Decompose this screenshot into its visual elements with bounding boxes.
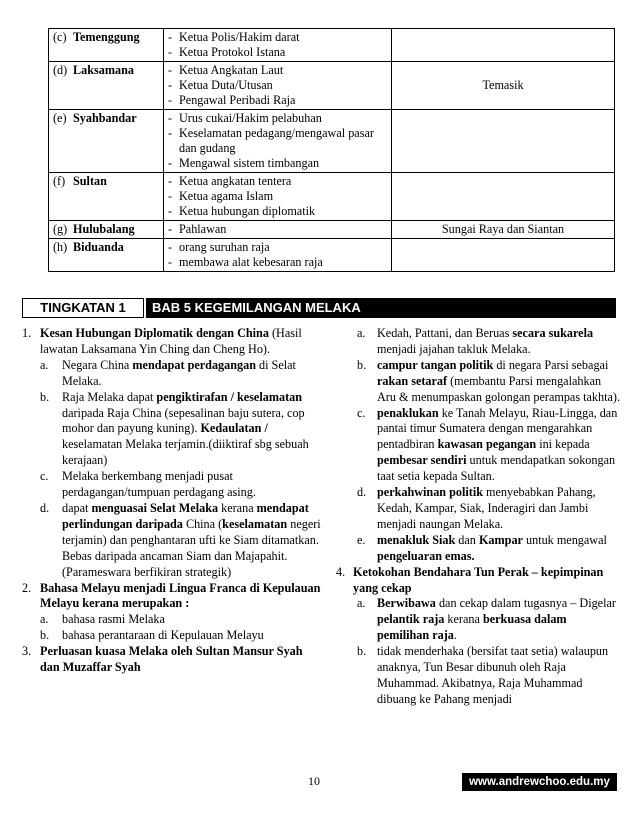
duty-item: - Ketua Protokol Istana xyxy=(168,45,286,59)
duty-item: - Ketua agama Islam xyxy=(168,189,274,203)
list-item: a. bahasa rasmi Melaka xyxy=(40,612,165,627)
duty-item: - Urus cukai/Hakim pelabuhan xyxy=(168,111,322,125)
list-item: c. penaklukan ke Tanah Melayu, Riau-Lingga, dan pantai timur Sumatera dengan mengarahkan pentadbiran kawasan pegangan ini kepada pembesar sendiri untuk mendapatkan sokongan taat setia kepada Sultan. xyxy=(357,405,618,484)
role-duties-cell xyxy=(164,239,392,272)
role-title: Hulubalang xyxy=(73,222,135,236)
role-title: Biduanda xyxy=(73,240,124,254)
role-title: Temenggung xyxy=(73,30,140,44)
list-item: 1. Kesan Hubungan Diplomatik dengan China (Hasil lawatan Laksamana Yin Ching dan Cheng Ho). xyxy=(22,326,302,356)
left-column xyxy=(22,326,322,676)
list-item: e. menakluk Siak dan Kampar untuk mengawal pengeluaran emas. xyxy=(357,532,607,563)
list-item: c. Melaka berkembang menjadi pusat perdagangan/tumpuan perdagang asing. xyxy=(40,469,256,500)
role-duties-cell xyxy=(164,62,392,110)
list-item: 3. Perluasan kuasa Melaka oleh Sultan Mansur Syah dan Muzaffar Syah xyxy=(22,644,303,675)
duty-item: - Ketua Angkatan Laut xyxy=(168,63,284,77)
list-item: 2. Bahasa Melayu menjadi Lingua Franca di Kepulauan Melayu kerana merupakan : xyxy=(22,580,321,611)
role-code: (f) xyxy=(53,174,66,188)
location-cell xyxy=(392,110,615,173)
location-cell-temasik: Temasik xyxy=(392,62,615,110)
role-duties-cell xyxy=(164,29,392,62)
table-row xyxy=(49,221,615,239)
location-cell xyxy=(392,239,615,272)
role-title-cell xyxy=(49,239,164,272)
location-cell xyxy=(392,29,615,62)
chapter-header xyxy=(22,298,616,318)
table-row xyxy=(49,239,615,272)
role-title-cell xyxy=(49,62,164,110)
role-title-cell xyxy=(49,173,164,221)
duty-item: - Ketua angkatan tentera xyxy=(168,174,292,188)
duty-item: - membawa alat kebesaran raja xyxy=(168,255,323,269)
duty-item: - Ketua hubungan diplomatik xyxy=(168,204,316,218)
role-code: (h) xyxy=(53,240,68,254)
table-row xyxy=(49,62,615,110)
role-duties-cell xyxy=(164,110,392,173)
duty-item: - Pengawal Peribadi Raja xyxy=(168,93,296,107)
location-cell-sungai: Sungai Raya dan Siantan xyxy=(392,221,615,239)
table-row xyxy=(49,110,615,173)
list-item: b. bahasa perantaraan di Kepulauan Melayu xyxy=(40,628,264,643)
chapter-title: BAB 5 KEGEMILANGAN MELAKA xyxy=(146,298,616,318)
list-item: b. tidak menderhaka (bersifat taat setia) walaupun anaknya, Tun Besar dibunuh oleh Raja Muhammad. Akibatnya, Raja Muhammad dibuang ke Pahang menjadi xyxy=(357,644,609,706)
role-code: (g) xyxy=(53,222,68,236)
page-number: 10 xyxy=(308,774,320,788)
table-row xyxy=(49,29,615,62)
list-item: b. campur tangan politik di negara Parsi sebagai rakan setaraf (membantu Parsi mengalahkan Aru & menumpaskan golongan perampas takhta). xyxy=(357,357,621,404)
duty-item: - Ketua Duta/Utusan xyxy=(168,78,273,92)
list-item: a. Negara China mendapat perdagangan di Selat Melaka. xyxy=(40,357,296,388)
role-title: Sultan xyxy=(73,174,107,188)
website-url: www.andrewchoo.edu.my xyxy=(462,773,617,791)
list-item: a. Berwibawa dan cekap dalam tugasnya – Digelar pelantik raja kerana berkuasa dalam pemilihan raja. xyxy=(357,596,616,643)
right-column xyxy=(336,326,621,708)
role-duties-cell xyxy=(164,173,392,221)
level-label: TINGKATAN 1 xyxy=(22,298,144,318)
roles-table xyxy=(48,28,615,272)
duty-item: - orang suruhan raja xyxy=(168,240,270,254)
duty-item: - Ketua Polis/Hakim darat xyxy=(168,30,300,44)
role-title: Laksamana xyxy=(73,63,134,77)
role-title: Syahbandar xyxy=(73,111,137,125)
role-title-cell xyxy=(49,110,164,173)
list-item: 4. Ketokohan Bendahara Tun Perak – kepimpinan yang cekap xyxy=(336,564,604,595)
role-title-cell xyxy=(49,221,164,239)
duty-item: - Keselamatan pedagang/mengawal pasar dan gudang xyxy=(168,126,374,155)
list-item: b. Raja Melaka dapat pengiktirafan / keselamatan daripada Raja China (sepesalinan baju sutera, cop mohor dan payung kuning). Kedaulatan / keselamatan Melaka terjamin.(diiktiraf sbg sebuah kerajaan) xyxy=(40,389,309,468)
role-code: (c) xyxy=(53,30,67,44)
location-cell xyxy=(392,173,615,221)
table-row xyxy=(49,173,615,221)
role-code: (e) xyxy=(53,111,67,125)
list-item: d. perkahwinan politik menyebabkan Pahang, Kedah, Kampar, Siak, Inderagiri dan Jambi menjadi naungan Melaka. xyxy=(357,485,596,531)
role-code: (d) xyxy=(53,63,68,77)
duty-item: - Pahlawan xyxy=(168,222,227,236)
duty-item: - Mengawal sistem timbangan xyxy=(168,156,320,170)
list-item: d. dapat menguasai Selat Melaka kerana mendapat perlindungan daripada China (keselamatan negeri terjamin) dan penghantaran ufti ke Siam ditamatkan. Bebas daripada ancaman Siam dan Majapahit.(Parameswara berfikiran strategik) xyxy=(40,500,321,579)
role-duties-cell xyxy=(164,221,392,239)
role-title-cell xyxy=(49,29,164,62)
list-item: a. Kedah, Pattani, dan Beruas secara sukarela menjadi jajahan takluk Melaka. xyxy=(357,326,594,356)
